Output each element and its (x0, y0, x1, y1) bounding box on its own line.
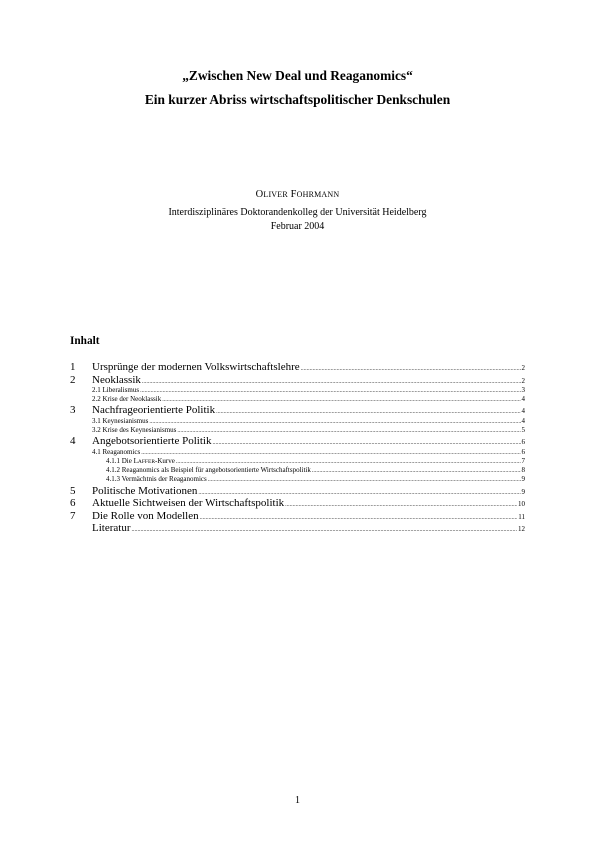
toc-leader (162, 396, 520, 405)
toc-page: 9 (521, 475, 525, 484)
toc-label: Die Rolle von Modellen (92, 509, 199, 522)
toc-label: 3.1 Keynesianismus (92, 416, 149, 425)
toc-number: 6 (70, 497, 76, 509)
toc-leader (140, 387, 520, 396)
toc-subentry[interactable] (70, 386, 525, 395)
toc-entry[interactable] (70, 485, 525, 498)
toc-page: 4 (521, 407, 525, 416)
toc-leader (131, 524, 517, 537)
toc-label: 4.1 Reaganomics (92, 447, 141, 456)
toc-page: 10 (518, 500, 525, 508)
toc-leader (301, 363, 521, 376)
toc-leader (177, 427, 520, 436)
toc-label: Angebotsorientierte Politik (92, 435, 212, 448)
toc-number: 2 (70, 373, 76, 386)
toc-leader (200, 512, 518, 525)
toc-label-prefix: 4.1.1 Die L (106, 456, 138, 465)
toc-label: Neoklassik (92, 373, 141, 386)
toc-label: Ursprünge der modernen Volkswirtschaftslehre (92, 361, 300, 373)
toc-entry[interactable] (70, 435, 525, 448)
toc-label-smallcaps: AFFER (137, 458, 156, 465)
toc-label: Nachfrageorientierte Politik (92, 404, 216, 417)
toc-number: 1 (70, 361, 76, 373)
toc-label: 4.1.3 Vermächtnis der Reaganomics (106, 475, 207, 484)
toc-subentry[interactable] (70, 448, 525, 457)
author-name (0, 189, 595, 200)
toc-subentry[interactable] (70, 395, 525, 404)
title-line-2: Ein kurzer Abriss wirtschaftspolitischer Denkschulen (144, 92, 451, 107)
toc-label: 3.2 Krise des Keynesianismus (92, 426, 177, 435)
toc-entry[interactable] (70, 497, 525, 510)
table-of-contents (70, 361, 525, 535)
toc-label: Politische Motivationen (92, 484, 198, 497)
toc-page: 11 (518, 512, 525, 521)
toc-subsubentry[interactable] (70, 457, 525, 466)
author-first-initial: O (255, 189, 264, 200)
author-last-initial: F (290, 189, 297, 200)
toc-number: 7 (70, 509, 76, 522)
toc-page: 2 (521, 376, 525, 385)
toc-number: 4 (70, 435, 76, 448)
date: Februar 2004 (270, 221, 325, 232)
toc-subentry[interactable] (70, 426, 525, 435)
toc-label-suffix: -Kurve (155, 456, 175, 465)
toc-page: 4 (521, 395, 525, 404)
toc-page: 5 (521, 426, 525, 435)
toc-label: 4.1.2 Reaganomics als Beispiel für angebotsorientierte Wirtschaftspolitik (106, 466, 311, 475)
toc-page: 4 (521, 416, 525, 425)
toc-label: 2.2 Krise der Neoklassik (92, 395, 162, 404)
toc-page: 6 (521, 438, 525, 447)
page-number: 1 (295, 795, 300, 806)
toc-entry[interactable] (70, 404, 525, 417)
toc-entry[interactable] (70, 510, 525, 523)
toc-leader (285, 499, 517, 512)
author-last-rest: OHRMANN (296, 190, 340, 199)
toc-heading: Inhalt (70, 335, 100, 347)
toc-leader (141, 449, 520, 458)
toc-label: Literatur (92, 522, 131, 534)
author-first-rest: LIVER (263, 190, 288, 199)
toc-page: 9 (521, 487, 525, 496)
title-line-1: „Zwischen New Deal und Reaganomics“ (182, 68, 413, 83)
toc-page: 12 (518, 525, 525, 533)
toc-entry[interactable] (70, 361, 525, 374)
toc-entry[interactable] (70, 374, 525, 387)
toc-page: 8 (521, 466, 525, 475)
toc-leader (312, 467, 521, 476)
toc-subentry[interactable] (70, 417, 525, 426)
toc-page: 7 (521, 456, 525, 465)
institution: Interdisziplinäres Doktorandenkolleg der Universität Heidelberg (168, 207, 427, 218)
toc-label: Aktuelle Sichtweisen der Wirtschaftspolitik (92, 497, 285, 509)
toc-leader (149, 418, 520, 427)
toc-number: 3 (70, 404, 76, 417)
toc-subsubentry[interactable] (70, 475, 525, 484)
toc-page: 3 (521, 386, 525, 394)
toc-label: 2.1 Liberalismus (92, 386, 140, 394)
toc-page: 2 (521, 364, 525, 372)
toc-page: 6 (521, 447, 525, 456)
toc-entry[interactable] (70, 522, 525, 535)
toc-number: 5 (70, 484, 76, 497)
toc-subsubentry[interactable] (70, 466, 525, 475)
toc-leader (208, 476, 521, 485)
